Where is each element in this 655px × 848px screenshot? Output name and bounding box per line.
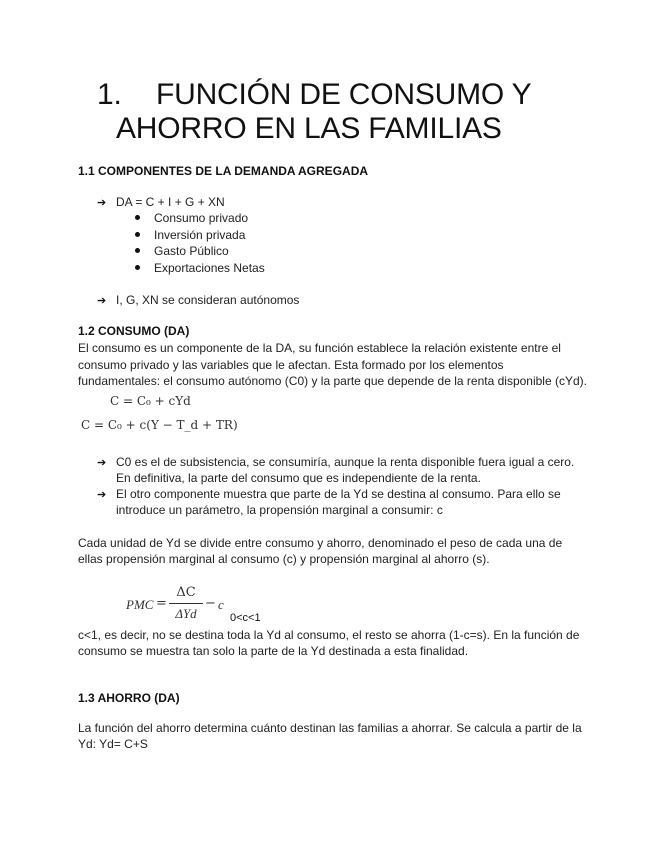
demand-equation: DA = C + I + G + XN bbox=[116, 195, 225, 209]
savings-paragraph-line: Yd: Yd= C+S bbox=[78, 737, 148, 751]
bullet-icon bbox=[135, 265, 140, 270]
pmc-minus: − bbox=[205, 596, 216, 611]
fraction-bar bbox=[169, 603, 203, 604]
consumption-formula-1: C = C₀ + cYd bbox=[110, 394, 191, 408]
arrow-icon: ➔ bbox=[97, 489, 107, 501]
arrow-icon: ➔ bbox=[97, 295, 107, 307]
autonomous-note: I, G, XN se consideran autónomos bbox=[116, 293, 300, 307]
section-1-2-heading: 1.2 CONSUMO (DA) bbox=[78, 324, 190, 338]
title-line-2: AHORRO EN LAS FAMILIAS bbox=[116, 112, 502, 145]
pmc-rhs: c bbox=[218, 597, 224, 612]
savings-paragraph-line: La función del ahorro determina cuánto destinan las familias a ahorrar. Se calcula a partir de la bbox=[78, 721, 582, 735]
section-1-3-heading: 1.3 AHORRO (DA) bbox=[78, 691, 180, 705]
arrow-icon: ➔ bbox=[97, 457, 107, 469]
division-paragraph-line: ellas propensión marginal al consumo (c) y propensión marginal al ahorro (s). bbox=[78, 552, 490, 566]
consumption-formula-2: C = C₀ + c(Y − T_d + TR) bbox=[81, 418, 238, 432]
pmc-equals: = bbox=[156, 596, 167, 611]
bullet-icon bbox=[135, 248, 140, 253]
bullet-icon bbox=[135, 232, 140, 237]
consumption-paragraph-line: consumo privado y las variables que le afectan. Esta formado por los elementos bbox=[78, 358, 504, 372]
consumption-paragraph-line: El consumo es un componente de la DA, su función establece la relación existente entre el bbox=[78, 341, 561, 355]
pmc-lhs: PMC bbox=[126, 597, 154, 612]
arrow-icon: ➔ bbox=[97, 197, 107, 209]
c0-point-line: C0 es el de subsistencia, se consumiría, aunque la renta disponible fuera igual a cero. bbox=[116, 455, 575, 469]
pmc-denominator: ΔYd bbox=[175, 606, 197, 621]
component-item: Gasto Público bbox=[154, 244, 229, 258]
mpc-point-line: El otro componente muestra que parte de la Yd se destina al consumo. Para ello se bbox=[116, 487, 561, 501]
c0-point-line: En definitiva, la parte del consumo que es independiente de la renta. bbox=[116, 471, 481, 485]
bullet-icon bbox=[135, 215, 140, 220]
mpc-paragraph-line: c<1, es decir, no se destina toda la Yd al consumo, el resto se ahorra (1-c=s). En la función de bbox=[78, 628, 580, 642]
section-1-1-heading: 1.1 COMPONENTES DE LA DEMANDA AGREGADA bbox=[78, 164, 369, 178]
pmc-range: 0<c<1 bbox=[230, 612, 261, 624]
consumption-paragraph-line: fundamentales: el consumo autónomo (C0) y la parte que depende de la renta disponible (cYd). bbox=[78, 374, 587, 388]
title-number: 1. bbox=[97, 78, 122, 111]
component-item: Inversión privada bbox=[154, 228, 246, 242]
title-line-1: FUNCIÓN DE CONSUMO Y bbox=[156, 78, 532, 111]
division-paragraph-line: Cada unidad de Yd se divide entre consumo y ahorro, denominado el peso de cada una de bbox=[78, 536, 563, 550]
component-item: Consumo privado bbox=[154, 211, 249, 225]
pmc-numerator: ΔC bbox=[176, 585, 196, 600]
mpc-point-line: introduce un parámetro, la propensión marginal a consumir: c bbox=[116, 503, 443, 517]
component-item: Exportaciones Netas bbox=[154, 261, 265, 275]
mpc-paragraph-line: consumo se muestra tan solo la parte de la Yd destinada a esta finalidad. bbox=[78, 644, 469, 658]
